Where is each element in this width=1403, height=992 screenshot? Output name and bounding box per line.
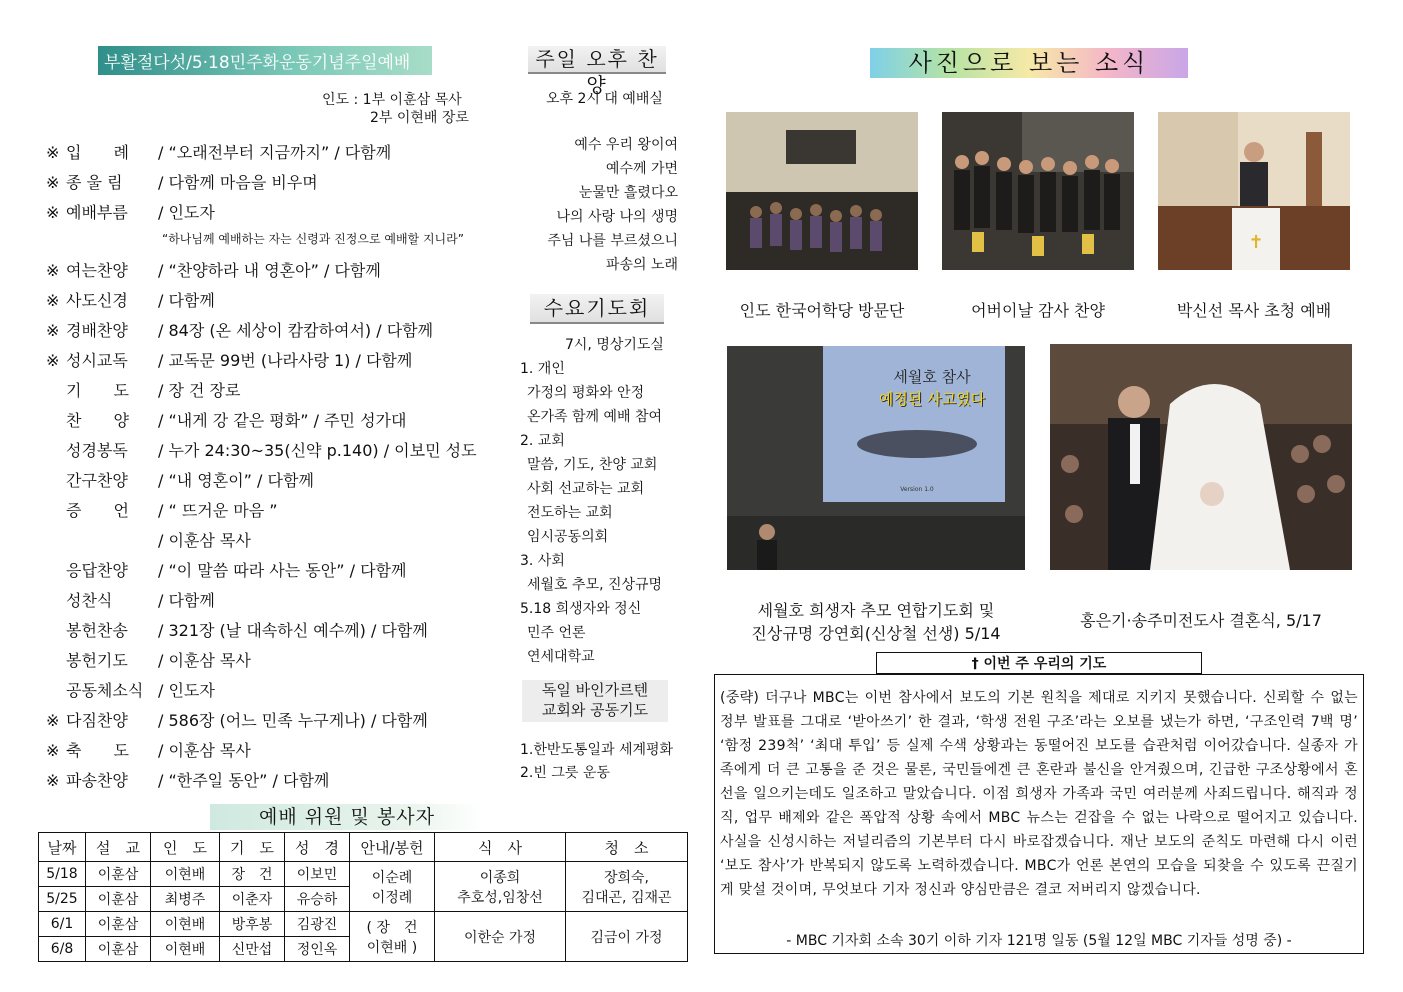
order-item xyxy=(46,588,215,612)
song-item: 예수 우리 왕이여 xyxy=(574,137,678,153)
order-item-name: 성찬식 xyxy=(66,591,113,610)
prayer-topic: 말씀, 기도, 찬양 교회 xyxy=(527,457,658,473)
order-item-name: 응답찬양 xyxy=(66,561,128,580)
order-item-name: 성시교독 xyxy=(66,351,128,370)
col-prayer: 기 도 xyxy=(220,833,285,862)
cell: 유승하 xyxy=(285,887,350,912)
order-item xyxy=(46,708,428,732)
worship-title: 부활절다섯/5·18민주화운동기념주일예배 xyxy=(98,46,432,75)
cell: 5/25 xyxy=(39,887,86,912)
cell-line: 이종희 xyxy=(479,869,521,886)
photo-parents-day xyxy=(942,112,1134,270)
order-item-detail: / 인도자 xyxy=(158,681,215,700)
prayer-topic: 사회 선교하는 교회 xyxy=(527,481,645,497)
order-item-name: 입 례 xyxy=(66,143,129,162)
order-item-detail: / 장 건 장로 xyxy=(158,381,241,400)
cell: 정인옥 xyxy=(285,937,350,962)
screen-title: 세월호 참사 xyxy=(893,368,971,386)
prayer-topic: 5.18 희생자와 정신 xyxy=(520,601,642,617)
cell: 이훈삼 xyxy=(86,912,151,937)
afternoon-praise-title: 주일 오후 찬양 xyxy=(528,46,666,74)
afternoon-place: 오후 2시 대 예배실 xyxy=(546,91,663,107)
screen-version: Version 1.0 xyxy=(900,486,934,493)
leader-line-1: 인도 : 1부 이훈삼 목사 xyxy=(322,92,462,108)
caption-india-visit: 인도 한국어학당 방문단 xyxy=(739,301,905,320)
caption-sewol-line-1: 세월호 희생자 추모 연합기도회 및 xyxy=(757,601,995,620)
order-item-name: 예배부름 xyxy=(66,203,128,222)
guide-cell-b xyxy=(350,912,435,962)
order-item-name: 축 도 xyxy=(66,741,129,760)
order-item xyxy=(46,438,477,462)
order-item xyxy=(46,378,240,402)
order-item-detail: / “찬양하라 내 영혼아” / 다함께 xyxy=(158,261,381,280)
col-sermon: 설 교 xyxy=(86,833,151,862)
wednesday-prayer-title: 수요기도회 xyxy=(530,294,664,324)
prayer-signature: - MBC 기자회 소속 30기 이하 기자 121명 일동 (5월 12일 MBC 기자들 성명 중) - xyxy=(786,933,1292,949)
order-item-name: 기 도 xyxy=(66,381,129,400)
required-mark: ※ xyxy=(46,291,60,310)
order-item-detail: / 586장 (어느 민족 누구게나) / 다함께 xyxy=(158,711,428,730)
cell: 방후봉 xyxy=(220,912,285,937)
photo-image xyxy=(942,112,1134,270)
partner-item-1: 1.한반도통일과 세계평화 xyxy=(520,742,674,758)
prayer-topic: 전도하는 교회 xyxy=(527,505,613,521)
order-item-name: 사도신경 xyxy=(66,291,128,310)
prayer-topic: 온가족 함께 예배 참여 xyxy=(527,409,663,425)
col-scripture: 성 경 xyxy=(285,833,350,862)
cell-line: 장희숙, xyxy=(603,869,650,886)
order-item-name: 봉헌기도 xyxy=(66,651,128,670)
cell: 이춘자 xyxy=(220,887,285,912)
photo-news-title: 사진으로 보는 소식 xyxy=(870,48,1188,78)
order-item xyxy=(46,648,251,672)
order-item xyxy=(46,738,251,762)
photo-image xyxy=(1050,344,1352,570)
duty-table xyxy=(38,832,688,962)
caption-guest-pastor: 박신선 목사 초청 예배 xyxy=(1176,301,1332,320)
partner-item-2: 2.빈 그릇 운동 xyxy=(520,765,610,781)
cell: 이훈삼 xyxy=(86,887,151,912)
order-item xyxy=(46,200,215,224)
required-mark: ※ xyxy=(46,711,60,730)
table-row xyxy=(39,862,688,887)
prayer-topic: 3. 사회 xyxy=(520,553,565,569)
order-item xyxy=(46,288,215,312)
order-item-detail: / “내 영혼이” / 다함께 xyxy=(158,471,314,490)
order-item-detail: / 교독문 99번 (나라사랑 1) / 다함께 xyxy=(158,351,413,370)
order-item xyxy=(46,498,278,522)
clean-cell-b: 김금이 가정 xyxy=(566,912,688,962)
meal-cell-b: 이한순 가정 xyxy=(435,912,566,962)
order-item-detail: / 다함께 xyxy=(158,291,215,310)
prayer-topic: 1. 개인 xyxy=(520,361,565,377)
col-meal: 식 사 xyxy=(435,833,566,862)
order-item xyxy=(46,348,412,372)
order-item-name: 공동체소식 xyxy=(66,681,144,700)
order-item xyxy=(46,258,381,282)
cell-line: 이순례 xyxy=(371,869,413,886)
order-item-name: 여는찬양 xyxy=(66,261,128,280)
partner-church-title xyxy=(522,680,668,722)
cell-line: 김대곤, 김재곤 xyxy=(581,889,672,906)
song-item: 눈물만 흘렸다오 xyxy=(578,185,678,201)
order-item xyxy=(46,468,314,492)
cell: 장 건 xyxy=(220,862,285,887)
cell: 이현배 xyxy=(151,862,220,887)
order-item-detail: / “내게 강 같은 평화” / 주민 성가대 xyxy=(158,411,407,430)
photo-image xyxy=(1158,112,1350,270)
cell: 이훈삼 xyxy=(86,862,151,887)
prayer-topic: 2. 교회 xyxy=(520,433,565,449)
order-item-detail: / “이 말씀 따라 사는 동안” / 다함께 xyxy=(158,561,407,580)
cell-line: 이현배 ) xyxy=(366,939,418,956)
order-item-name: 간구찬양 xyxy=(66,471,128,490)
cell: 6/8 xyxy=(39,937,86,962)
prayer-topic: 민주 언론 xyxy=(527,625,586,641)
order-item xyxy=(46,678,215,702)
order-item-detail: / 이훈삼 목사 xyxy=(158,531,251,550)
guide-cell-a xyxy=(350,862,435,912)
order-item-detail: / “오래전부터 지금까지” / 다함께 xyxy=(158,143,392,162)
cell: 신만섭 xyxy=(220,937,285,962)
wednesday-time: 7시, 명상기도실 xyxy=(565,337,664,353)
order-item-detail: / 84장 (온 세상이 캄캄하여서) / 다함께 xyxy=(158,321,434,340)
order-item-name: 경배찬양 xyxy=(66,321,128,340)
photo-wedding xyxy=(1050,344,1352,570)
col-cleaning: 청 소 xyxy=(566,833,688,862)
order-item-detail: / 이훈삼 목사 xyxy=(158,741,251,760)
prayer-topic: 임시공동의회 xyxy=(527,529,609,545)
order-item xyxy=(46,768,329,792)
order-item-detail: / 다함께 xyxy=(158,591,215,610)
cell-line: 이정례 xyxy=(371,889,413,906)
required-mark: ※ xyxy=(46,351,60,370)
cell: 이보민 xyxy=(285,862,350,887)
order-item-detail: / “ 뜨거운 마음 ” xyxy=(158,501,278,520)
cell: 5/18 xyxy=(39,862,86,887)
required-mark: ※ xyxy=(46,771,60,790)
prayer-text: (중략) 더구나 MBC는 이번 참사에서 보도의 기본 원칙을 제대로 지키지 못했습니다. 신뢰할 수 없는 정부 발표를 그대로 ‘받아쓰기’ 한 결과, ‘학생 전원 구조’라는 오보를 냈는가 하면, ‘구조인력 7백 명’ ‘함정 239척’ ‘최대 투입’ 등 실제 수색 상황과는 동떨어진 보도를 습관처럼 이어갔습니다. 실종자 가족에게 더 큰 고통을 준 것은 물론, 국민들에겐 큰 혼란과 불신을 안겨줬으며, 긴급한 구조상황에서 혼선을 일으키는데도 일조하고 말았습니다. 이점 희생자 가족과 국민 여러분께 사죄드립니다. 해직과 정직, 업무 배제와 같은 폭압적 상황 속에서 MBC 뉴스는 걷잡을 수 없는 나락으로 떨어지고 있습니다. 사실을 신성시하는 저널리즘의 기본부터 다시 바로잡겠습니다. 재난 보도의 준칙도 마련해 다시 이런 ‘보도 참사’가 반복되지 않도록 노력하겠습니다. MBC가 언론 본연의 모습을 되찾을 수 있도록 끈질기게 맞설 것이며, 무엇보다 기자 정신과 양심만큼은 결코 저버리지 않겠습니다. xyxy=(720,690,1358,898)
prayer-topic: 세월호 추모, 진상규명 xyxy=(527,577,663,593)
table-row xyxy=(39,912,688,937)
order-item-detail: / 이훈삼 목사 xyxy=(158,651,251,670)
meal-cell-a xyxy=(435,862,566,912)
order-item-name: 찬 양 xyxy=(66,411,129,430)
order-item-detail: / “한주일 동안” / 다함께 xyxy=(158,771,330,790)
leader-line-2: 2부 이현배 장로 xyxy=(370,110,469,126)
song-item: 나의 사랑 나의 생명 xyxy=(556,209,678,225)
required-mark: ※ xyxy=(46,173,60,192)
photo-india-visit xyxy=(726,112,918,270)
col-guide: 안내/봉헌 xyxy=(350,833,435,862)
required-mark: ※ xyxy=(46,143,60,162)
song-item: 파송의 노래 xyxy=(605,257,678,273)
caption-sewol-line-2: 진상규명 강연회(신상철 선생) 5/14 xyxy=(751,624,1001,643)
order-item-detail: / 누가 24:30~35(신약 p.140) / 이보민 성도 xyxy=(158,441,477,460)
screen-subtitle: 예정된 사고였다 xyxy=(878,390,986,408)
order-item xyxy=(46,408,406,432)
cell-line: 추호성,임창선 xyxy=(457,889,543,906)
caption-wedding: 홍은기·송주미전도사 결혼식, 5/17 xyxy=(1080,611,1322,630)
cell: 김광진 xyxy=(285,912,350,937)
cell: 6/1 xyxy=(39,912,86,937)
cell-line: ( 장 건 xyxy=(366,919,418,936)
order-item xyxy=(46,528,251,552)
photo-image xyxy=(726,112,918,270)
prayer-title: † 이번 주 우리의 기도 xyxy=(876,652,1202,674)
order-item xyxy=(46,558,406,582)
order-item xyxy=(46,140,391,164)
cell: 이현배 xyxy=(151,937,220,962)
clean-cell-a xyxy=(566,862,688,912)
col-leader: 인 도 xyxy=(151,833,220,862)
song-item: 예수께 가면 xyxy=(605,161,678,177)
call-to-worship-quote: “하나님께 예배하는 자는 신령과 진정으로 예배할 지니라” xyxy=(162,232,464,246)
partner-title-line: 독일 바인가르텐 xyxy=(541,681,649,699)
svg-text:✝: ✝ xyxy=(1248,232,1264,253)
required-mark: ※ xyxy=(46,741,60,760)
song-item: 주님 나를 부르셨으니 xyxy=(547,233,678,249)
order-item-name: 성경봉독 xyxy=(66,441,128,460)
order-item-name: 봉헌찬송 xyxy=(66,621,128,640)
cell: 이현배 xyxy=(151,912,220,937)
order-item xyxy=(46,170,318,194)
required-mark: ※ xyxy=(46,203,60,222)
order-item-detail: / 321장 (날 대속하신 예수께) / 다함께 xyxy=(158,621,428,640)
order-item-name: 증 언 xyxy=(66,501,129,520)
prayer-topic: 연세대학교 xyxy=(527,649,595,665)
col-date: 날짜 xyxy=(39,833,86,862)
required-mark: ※ xyxy=(46,261,60,280)
caption-parents-day: 어버이날 감사 찬양 xyxy=(971,301,1105,320)
cell: 최병주 xyxy=(151,887,220,912)
order-item-name: 다짐찬양 xyxy=(66,711,128,730)
duty-title: 예배 위원 및 봉사자 xyxy=(210,804,484,830)
order-item xyxy=(46,618,428,642)
photo-guest-pastor xyxy=(1158,112,1350,270)
partner-title-line: 교회와 공동기도 xyxy=(541,701,649,719)
order-item-detail: / 다함께 마음을 비우며 xyxy=(158,173,318,192)
order-item-name: 종 울 림 xyxy=(66,173,123,192)
order-item xyxy=(46,318,433,342)
order-item-name: 파송찬양 xyxy=(66,771,128,790)
order-item-detail: / 인도자 xyxy=(158,203,215,222)
prayer-topic: 가정의 평화와 안정 xyxy=(527,385,645,401)
required-mark: ※ xyxy=(46,321,60,340)
cell: 이훈삼 xyxy=(86,937,151,962)
